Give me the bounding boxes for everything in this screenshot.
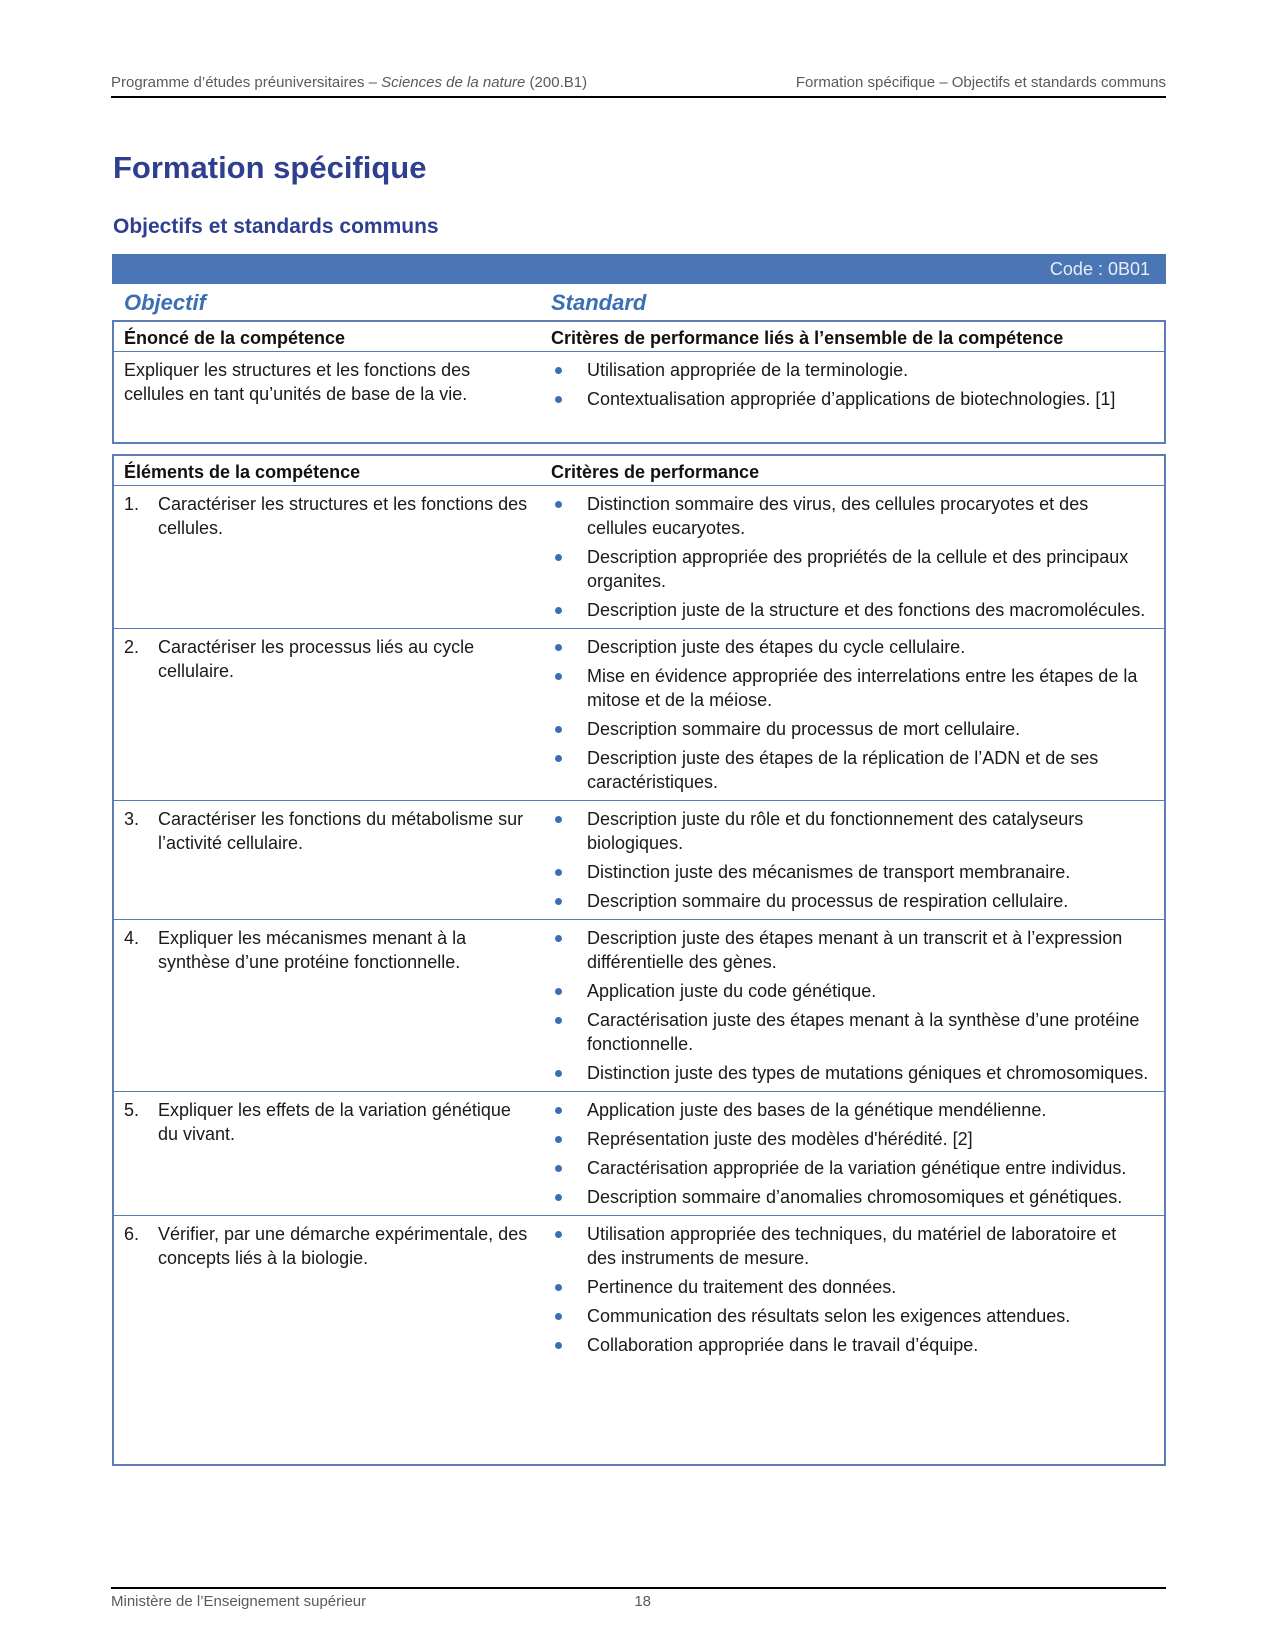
table-row — [114, 801, 1164, 920]
element-number: 1. — [124, 494, 140, 514]
element-cell — [114, 1092, 541, 1215]
running-header — [111, 74, 1166, 91]
page-subtitle: Objectifs et standards communs — [113, 215, 439, 238]
list-item — [551, 1275, 1150, 1299]
table-row — [114, 920, 1164, 1092]
competence-row — [114, 352, 1164, 417]
criteria-cell — [541, 920, 1164, 1091]
criteria-list — [551, 807, 1150, 913]
list-item — [551, 545, 1150, 593]
bullet-icon — [555, 816, 562, 823]
element-number: 2. — [124, 637, 140, 657]
table-row — [114, 1216, 1164, 1363]
bullet-icon — [555, 1107, 562, 1114]
criteria-list — [551, 492, 1150, 622]
competence-statement-table — [112, 320, 1166, 444]
list-item — [551, 1156, 1150, 1180]
criterion-text: Utilisation appropriée de la terminologie. — [587, 360, 909, 380]
criterion-text: Application juste des bases de la génétique mendélienne. — [587, 1100, 1047, 1120]
footer-ministry: Ministère de l’Enseignement supérieur — [111, 1593, 367, 1610]
list-item — [551, 1333, 1150, 1357]
bullet-icon — [555, 726, 562, 733]
list-item — [551, 1061, 1150, 1085]
bullet-icon — [555, 673, 562, 680]
bullet-icon — [555, 1070, 562, 1077]
element-number: 6. — [124, 1224, 140, 1244]
criterion-text: Contextualisation appropriée d’applications de biotechnologies. [1] — [587, 389, 1116, 409]
running-header-left — [111, 74, 587, 91]
element-text: Caractériser les fonctions du métabolisme sur l’activité cellulaire. — [158, 809, 524, 853]
criteria-cell — [541, 486, 1164, 628]
table-row — [114, 629, 1164, 801]
list-item — [551, 664, 1150, 712]
elements-table — [112, 454, 1166, 1466]
bullet-icon — [555, 367, 562, 374]
criteria-cell — [541, 1216, 1164, 1363]
header-program: Programme d’études préuniversitaires – — [111, 74, 382, 91]
competence-statement-cell — [114, 352, 541, 417]
bullet-icon — [555, 644, 562, 651]
element-number: 4. — [124, 928, 140, 948]
table-row — [114, 486, 1164, 629]
bullet-icon — [555, 869, 562, 876]
footer-rule — [111, 1587, 1166, 1589]
column-headings — [112, 290, 1166, 320]
list-item — [551, 1008, 1150, 1056]
criterion-text: Description sommaire d’anomalies chromosomiques et génétiques. — [587, 1187, 1123, 1207]
element-text: Caractériser les structures et les fonctions des cellules. — [158, 494, 528, 538]
list-item — [551, 387, 1150, 411]
competence-head-right: Critères de performance liés à l’ensemble de la compétence — [551, 328, 1064, 348]
criterion-text: Distinction juste des types de mutations géniques et chromosomiques. — [587, 1063, 1149, 1083]
code-bar — [112, 254, 1166, 284]
list-item — [551, 1185, 1150, 1209]
header-program-name: Sciences de la nature — [381, 74, 526, 91]
objectif-heading: Objectif — [124, 290, 206, 315]
list-item — [551, 1304, 1150, 1328]
elements-head-right: Critères de performance — [551, 462, 760, 482]
criteria-list — [551, 926, 1150, 1085]
criterion-text: Utilisation appropriée des techniques, du matériel de laboratoire et des instruments de mesure. — [587, 1224, 1117, 1268]
criterion-text: Application juste du code génétique. — [587, 981, 877, 1001]
bullet-icon — [555, 898, 562, 905]
competence-statement: Expliquer les structures et les fonctions des cellules en tant qu’unités de base de la vie. — [124, 360, 471, 404]
criteria-list — [551, 1222, 1150, 1357]
bullet-icon — [555, 1017, 562, 1024]
page-number: 18 — [634, 1593, 651, 1610]
bullet-icon — [555, 607, 562, 614]
bullet-icon — [555, 1194, 562, 1201]
list-item — [551, 492, 1150, 540]
list-item — [551, 926, 1150, 974]
criterion-text: Description appropriée des propriétés de la cellule et des principaux organites. — [587, 547, 1129, 591]
criteria-list — [551, 635, 1150, 794]
list-item — [551, 717, 1150, 741]
criterion-text: Représentation juste des modèles d'hérédité. [2] — [587, 1129, 973, 1149]
competence-head-row — [114, 322, 1164, 352]
bullet-icon — [555, 501, 562, 508]
list-item — [551, 598, 1150, 622]
bullet-icon — [555, 1342, 562, 1349]
element-cell — [114, 486, 541, 628]
bullet-icon — [555, 1231, 562, 1238]
criterion-text: Distinction sommaire des virus, des cellules procaryotes et des cellules eucaryotes. — [587, 494, 1089, 538]
criterion-text: Description sommaire du processus de respiration cellulaire. — [587, 891, 1069, 911]
bullet-icon — [555, 396, 562, 403]
list-item — [551, 807, 1150, 855]
criterion-text: Description juste du rôle et du fonctionnement des catalyseurs biologiques. — [587, 809, 1084, 853]
criteria-list — [551, 1098, 1150, 1209]
bullet-icon — [555, 988, 562, 995]
element-number: 5. — [124, 1100, 140, 1120]
list-item — [551, 889, 1150, 913]
criterion-text: Communication des résultats selon les exigences attendues. — [587, 1306, 1071, 1326]
header-program-code: (200.B1) — [525, 74, 588, 91]
list-item — [551, 860, 1150, 884]
criterion-text: Caractérisation juste des étapes menant à la synthèse d’une protéine fonctionnelle. — [587, 1010, 1140, 1054]
element-text: Expliquer les effets de la variation génétique du vivant. — [158, 1100, 511, 1144]
competence-head-left: Énoncé de la compétence — [124, 328, 346, 348]
bullet-icon — [555, 1284, 562, 1291]
criteria-cell — [541, 801, 1164, 919]
bullet-icon — [555, 554, 562, 561]
list-item — [551, 1222, 1150, 1270]
element-text: Vérifier, par une démarche expérimentale, des concepts liés à la biologie. — [158, 1224, 528, 1268]
criterion-text: Description juste des étapes de la réplication de l’ADN et de ses caractéristiques. — [587, 748, 1099, 792]
standard-heading: Standard — [551, 290, 647, 315]
header-rule — [111, 96, 1166, 98]
criterion-text: Collaboration appropriée dans le travail d’équipe. — [587, 1335, 979, 1355]
criterion-text: Description juste des étapes menant à un transcrit et à l’expression différentielle des gènes. — [587, 928, 1123, 972]
bullet-icon — [555, 935, 562, 942]
elements-head-row — [114, 456, 1164, 486]
criteria-cell — [541, 1092, 1164, 1215]
criterion-text: Pertinence du traitement des données. — [587, 1277, 897, 1297]
list-item — [551, 1098, 1150, 1122]
bullet-icon — [555, 1313, 562, 1320]
element-cell — [114, 629, 541, 800]
criterion-text: Description sommaire du processus de mort cellulaire. — [587, 719, 1021, 739]
criterion-text: Description juste de la structure et des fonctions des macromolécules. — [587, 600, 1146, 620]
list-item — [551, 358, 1150, 382]
element-text: Expliquer les mécanismes menant à la synthèse d’une protéine fonctionnelle. — [158, 928, 467, 972]
criteria-cell — [541, 629, 1164, 800]
list-item — [551, 979, 1150, 1003]
competence-criteria-cell — [541, 352, 1164, 417]
element-number: 3. — [124, 809, 140, 829]
element-cell — [114, 1216, 541, 1363]
running-header-right: Formation spécifique – Objectifs et standards communs — [795, 74, 1166, 91]
list-item — [551, 1127, 1150, 1151]
table-row — [114, 1092, 1164, 1216]
competence-criteria-list — [551, 358, 1150, 411]
criterion-text: Mise en évidence appropriée des interrelations entre les étapes de la mitose et de la méiose. — [587, 666, 1138, 710]
list-item — [551, 746, 1150, 794]
list-item — [551, 635, 1150, 659]
element-text: Caractériser les processus liés au cycle cellulaire. — [158, 637, 475, 681]
criterion-text: Distinction juste des mécanismes de transport membranaire. — [587, 862, 1071, 882]
criterion-text: Description juste des étapes du cycle cellulaire. — [587, 637, 966, 657]
element-cell — [114, 801, 541, 919]
bullet-icon — [555, 1165, 562, 1172]
bullet-icon — [555, 755, 562, 762]
competency-code: Code : 0B01 — [1049, 258, 1150, 279]
page-title: Formation spécifique — [113, 150, 427, 185]
element-cell — [114, 920, 541, 1091]
bullet-icon — [555, 1136, 562, 1143]
page-footer — [111, 1593, 651, 1610]
elements-head-left: Éléments de la compétence — [124, 462, 361, 482]
criterion-text: Caractérisation appropriée de la variation génétique entre individus. — [587, 1158, 1127, 1178]
